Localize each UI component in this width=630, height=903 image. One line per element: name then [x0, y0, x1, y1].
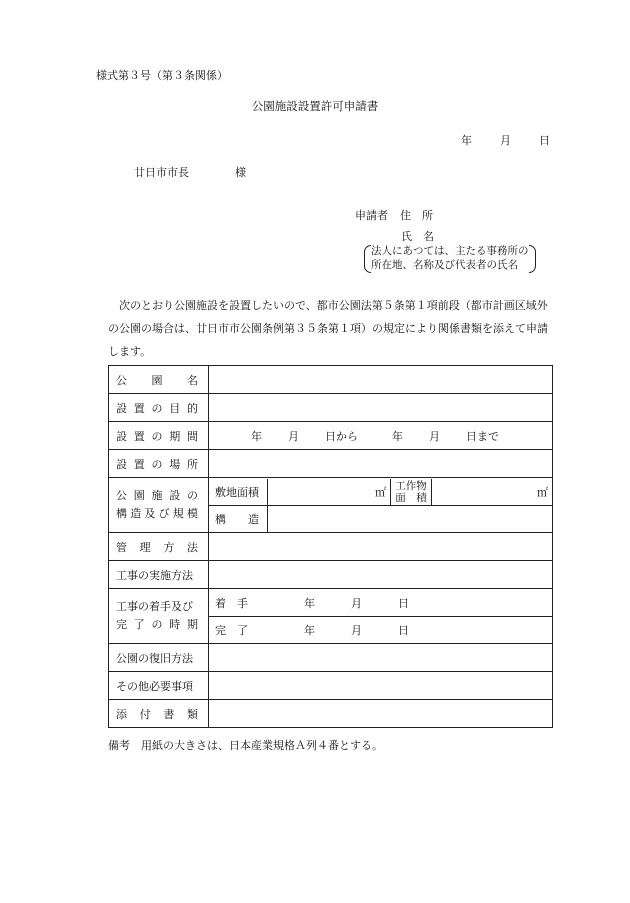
row-timing — [109, 589, 553, 644]
value-attachments[interactable] — [209, 700, 553, 728]
row-structure — [109, 478, 553, 533]
application-table — [108, 365, 553, 728]
timing-subtable-cell — [209, 589, 553, 644]
label-period: 設 置 の 期 間 — [109, 422, 209, 450]
row-attachments — [109, 700, 553, 728]
structure-value[interactable] — [268, 505, 553, 532]
date-year: 年 — [461, 134, 472, 147]
label-restoration: 公園の復旧方法 — [109, 644, 209, 672]
label-construction-method: 工事の実施方法 — [109, 561, 209, 589]
label-attachments: 添 付 書 類 — [109, 700, 209, 728]
row-other — [109, 672, 553, 700]
row-construction-method — [109, 561, 553, 589]
value-purpose[interactable] — [209, 394, 553, 422]
site-area-label: 敷地面積 — [209, 479, 268, 506]
structure-label: 構 造 — [209, 505, 268, 532]
start-row[interactable]: 着 手 年 月 日 — [209, 590, 552, 617]
structure-area-label: 工作物 面 積 — [391, 479, 432, 506]
site-area-value[interactable] — [268, 479, 391, 506]
finish-row[interactable]: 完 了 年 月 日 — [215, 623, 409, 637]
label-other: その他必要事項 — [109, 672, 209, 700]
label-purpose: 設 置 の 目 的 — [109, 394, 209, 422]
addressee-name: 廿日市市長 — [134, 166, 189, 179]
intro-text: 次のとおり公園施設を設置したいので、都市公園法第５条第１項前段（都市計画区域外の公園の場合は、廿日市市公園条例第３５条第１項）の規定により関係書類を添えて申請します。 — [108, 299, 548, 358]
label-location: 設 置 の 場 所 — [109, 450, 209, 478]
value-location[interactable] — [209, 450, 553, 478]
bracket-right — [529, 245, 536, 273]
date-month: 月 — [500, 134, 511, 147]
date-line — [461, 132, 550, 148]
row-location — [109, 450, 553, 478]
intro-paragraph — [108, 294, 558, 363]
site-area-unit: ㎡ — [375, 485, 386, 499]
note-line-2: 所在地、名称及び代表者の氏名 — [371, 259, 518, 271]
applicant-note — [365, 244, 535, 272]
value-other[interactable] — [209, 672, 553, 700]
row-park-name — [109, 366, 553, 394]
value-period[interactable]: 年 月 日から 年 月 日まで — [209, 422, 553, 450]
structure-area-value[interactable] — [432, 479, 553, 506]
note-line-1: 法人にあつては、主たる事務所の — [371, 245, 529, 257]
structure-subtable — [209, 479, 552, 532]
document-title: 公園施設設置許可申請書 — [251, 99, 379, 113]
addressee — [134, 164, 246, 180]
label-timing: 工事の着手及び 完 了 の 時 期 — [109, 589, 209, 644]
address-label: 住 所 — [400, 209, 433, 222]
structure-subtable-cell — [209, 478, 553, 533]
row-management — [109, 533, 553, 561]
value-management[interactable] — [209, 533, 553, 561]
applicant-address — [355, 207, 433, 223]
date-day: 日 — [539, 134, 550, 147]
value-construction-method[interactable] — [209, 561, 553, 589]
addressee-honorific: 様 — [235, 166, 246, 179]
row-restoration — [109, 644, 553, 672]
applicant-label: 申請者 — [355, 209, 388, 222]
label-park-name: 公 園 名 — [109, 366, 209, 394]
label-management: 管 理 方 法 — [109, 533, 209, 561]
form-type-label: 様式第３号（第３条関係） — [96, 69, 228, 82]
remarks: 備考 用紙の大きさは、日本産業規格Ａ列４番とする。 — [108, 739, 383, 752]
value-restoration[interactable] — [209, 644, 553, 672]
label-structure: 公 園 施 設 の 構 造 及 び 規 模 — [109, 478, 209, 533]
timing-subtable — [209, 590, 552, 643]
row-period — [109, 422, 553, 450]
value-park-name[interactable] — [209, 366, 553, 394]
structure-area-unit: ㎡ — [537, 485, 548, 499]
bracket-left — [364, 245, 371, 273]
applicant-name-label: 氏 名 — [401, 230, 434, 243]
row-purpose — [109, 394, 553, 422]
